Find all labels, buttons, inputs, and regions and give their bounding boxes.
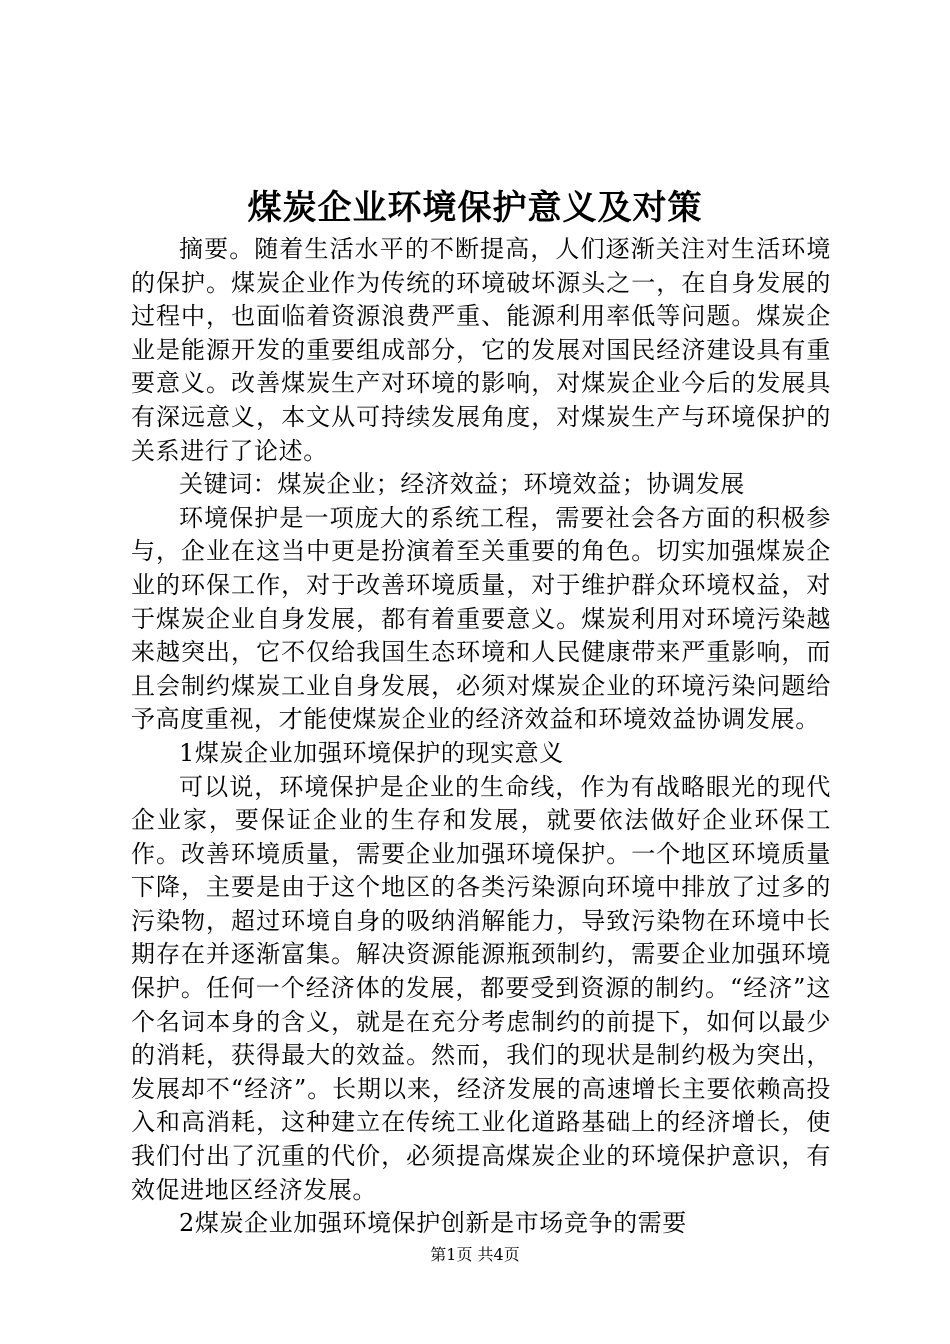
- document-title: 煤炭企业环境保护意义及对策: [247, 188, 703, 228]
- section-1-paragraph: 可以说，环境保护是企业的生命线，作为有战略眼光的现代企业家，要保证企业的生存和发展，就要依法做好企业环保工作。改善环境质量，需要企业加强环境保护。一个地区环境质量下降，主要是由于这个地区的各类污染源向环境中排放了过多的污染物，超过环境自身的吸纳消解能力，导致污染物在环境中长期存在并逐渐富集。解决资源能源瓶颈制约，需要企业加强环境保护。任何一个经济体的发展，都要受到资源的制约。“经济”这个名词本身的含义，就是在充分考虑制约的前提下，如何以最少的消耗，获得最大的效益。然而，我们的现状是制约极为突出，发展却不“经济”。长期以来，经济发展的高速增长主要依赖高投入和高消耗，这种建立在传统工业化道路基础上的经济增长，使我们付出了沉重的代价，必须提高煤炭企业的环境保护意识，有效促进地区经济发展。: [131, 772, 831, 1204]
- page-number-footer: 第1页 共4页: [430, 1245, 520, 1264]
- section-heading-2: 2煤炭企业加强环境保护创新是市场竞争的需要: [179, 1209, 687, 1238]
- intro-paragraph: 环境保护是一项庞大的系统工程，需要社会各方面的积极参与，企业在这当中更是扮演着至关重要的角色。切实加强煤炭企业的环保工作，对于改善环境质量，对于维护群众环境权益，对于煤炭企业自身发展，都有着重要意义。煤炭利用对环境污染越来越突出，它不仅给我国生态环境和人民健康带来严重影响，而且会制约煤炭工业自身发展，必须对煤炭企业的环境污染问题给予高度重视，才能使煤炭企业的经济效益和环境效益协调发展。: [131, 503, 831, 734]
- abstract-paragraph: 摘要。随着生活水平的不断提高，人们逐渐关注对生活环境的保护。煤炭企业作为传统的环境破坏源头之一，在自身发展的过程中，也面临着资源浪费严重、能源利用率低等问题。煤炭企业是能源开发的重要组成部分，它的发展对国民经济建设具有重要意义。改善煤炭生产对环境的影响，对煤炭企业今后的发展具有深远意义，本文从可持续发展角度，对煤炭生产与环境保护的关系进行了论述。: [131, 235, 831, 465]
- document-body: [131, 233, 831, 1241]
- keywords-paragraph: 关键词：煤炭企业；经济效益；环境效益；协调发展: [179, 470, 745, 499]
- section-heading-1: 1煤炭企业加强环境保护的现实意义: [179, 738, 564, 767]
